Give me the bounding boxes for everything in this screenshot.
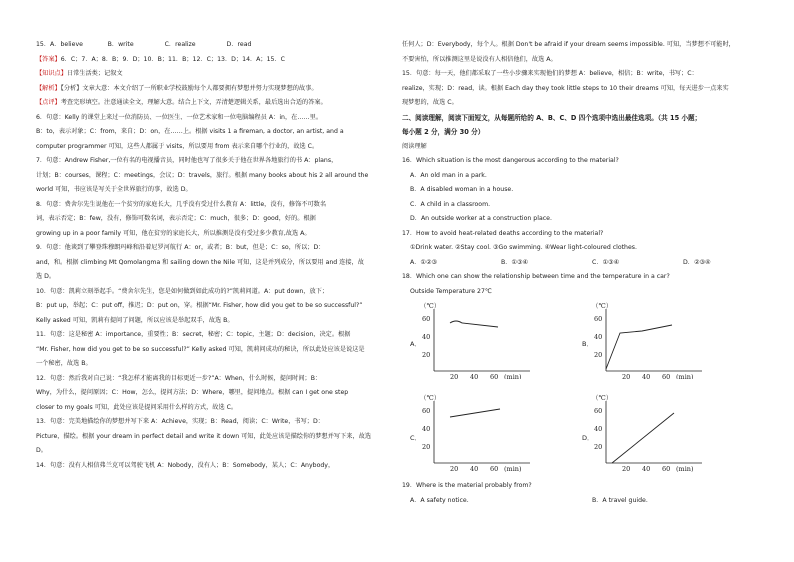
answer-explanation-line [36, 343, 408, 358]
graph-a [420, 299, 555, 386]
answer-explanation-line [36, 67, 408, 82]
line-text: 不要害怕，所以推测这里是说没有人相信他们，故选 A。 [402, 55, 557, 63]
q19-options [402, 494, 774, 509]
answer-explanation-line [402, 38, 774, 53]
line-text: 14．句意：没有人相信弗兰克可以驾驶飞机 A：Nobody，没有人；B：Somebody，某人；C：Anybody， [36, 461, 335, 469]
graph-d-unit: （℃） [592, 394, 613, 402]
graph-b-unit: （℃） [592, 302, 613, 310]
section-heading: 二、阅读理解，阅读下面短文，从每题所给的 A、B、C、D 四个选项中选出最佳选项。（共 15 小题； [402, 113, 702, 122]
answer-explanation-line [36, 227, 408, 242]
outside-temperature-label: Outside Temperature 27℃ [410, 287, 492, 295]
answer-explanation-line [36, 386, 408, 401]
line-text: 6．C；7．A；8．B；9．D；10．B；11．B；12．C；13．D；14．A；15．C [60, 55, 285, 63]
line-text: 13．句意：完美地描绘你的梦想并写下来 A：Achieve，实现；B：Read，阅读；C：Write，书写；D： [36, 418, 324, 425]
q17-option-d: D．②③④ [683, 258, 711, 266]
line-text: 一个秘密，故选 B。 [36, 360, 92, 367]
graph-c-x40: 40 [470, 465, 479, 473]
answer-explanation-line [36, 183, 408, 198]
q16-option-a: A．An old man in a park. [410, 171, 487, 179]
graph-d-y20: 20 [594, 443, 603, 451]
graph-c-x60: 60 [490, 465, 499, 473]
answer-explanation-line [36, 241, 408, 256]
graph-d-label: D． [582, 434, 594, 442]
graph-b-x20: 20 [622, 373, 631, 379]
graph-b-y60: 60 [594, 315, 603, 323]
answer-explanation-line [36, 82, 408, 97]
q17-option-c: C．①③④ [592, 258, 620, 266]
graph-a-y40: 40 [422, 333, 431, 341]
answer-explanation-line [402, 96, 774, 111]
graph-b-y20: 20 [594, 351, 603, 359]
answer-explanation-line [36, 328, 408, 343]
answer-explanation-line [36, 111, 408, 126]
line-text: Picture，描绘。根据 your dream in perfect detail and write it down 可知，此处应该是描绘你的梦想并写下来，故选 [36, 432, 372, 440]
question-16-stem: 16．Which situation is the most dangerous according to the material? [402, 157, 619, 164]
line-text: Why，为什么，提问原因；C：How，怎么，提问方法；D：Where，哪里，提问地点。根据 can I get one step [36, 389, 349, 396]
answer-explanation-line [402, 82, 774, 97]
answer-explanation-line [36, 285, 408, 300]
graph-c-x20: 20 [450, 465, 459, 473]
section-heading-line2: 每小题 2 分，满分 30 分） [402, 128, 485, 136]
q19-option-a: A．A safety notice. [410, 496, 469, 504]
line-text: closer to my goals 可知，此处应该是提问采用什么样的方式，故选 C。 [36, 403, 238, 411]
q17-items: ①Drink water. ②Stay cool. ③Go swimming. ④Wear light-coloured clothes. [410, 244, 637, 251]
answer-explanation-line [36, 125, 408, 140]
q17-options [402, 256, 774, 271]
line-text: B：to，表示对象；C：from，来自；D：on，在……上。根据 visits 1 a fireman, a doctor, an artist, and a [36, 128, 344, 135]
graph-a-y60: 60 [422, 315, 431, 323]
answer-explanation-line [36, 38, 408, 53]
answer-explanation-line [36, 357, 408, 372]
graph-c-unit: （℃） [420, 394, 441, 402]
line-text: realize，实现；D：read，读。根据 Each day they took little steps to 10 their dreams 可知，每天进步一点来实 [402, 84, 729, 92]
graph-a-x60: 60 [490, 373, 499, 379]
q17-option-a: A．①②③ [410, 258, 438, 266]
graph-b-xunit: (min) [676, 373, 694, 379]
graph-a-x20: 20 [450, 373, 459, 379]
answer-explanation-line [36, 430, 408, 445]
line-text: 【分析】文章大意：本文介绍了一所职业学校鼓励每个人都要拥有梦想并努力实现梦想的故事。 [60, 84, 318, 92]
graph-b [592, 299, 727, 386]
graph-a-curve [450, 321, 498, 327]
answer-explanation-line [36, 96, 408, 111]
line-text: B：put up，举起；C：put off，推迟；D：put on，穿。根据“Mr. Fisher, how did you get to be so successful?” [36, 302, 363, 309]
line-text: 10．句意：凯莉立刻举起手。“费舍尔先生，您是如何做到如此成功的?”凯莉问道。A：put down，放下； [36, 287, 329, 295]
line-text: 15．A．believe B．write C．realize D．read [36, 41, 252, 48]
answer-explanation-line [36, 401, 408, 416]
line-text: 日常生活类；记叙文 [66, 70, 123, 77]
answer-explanation-line [36, 169, 408, 184]
answer-explanation-line [36, 459, 408, 474]
answer-explanation-line [36, 212, 408, 227]
graph-b-x60: 60 [662, 373, 671, 379]
graph-d-curve [612, 413, 674, 463]
answer-explanations-continued [402, 38, 774, 111]
answer-explanation-line [402, 67, 774, 82]
right-column [402, 38, 774, 508]
graph-c-y60: 60 [422, 407, 431, 415]
graph-a-xunit: (min) [504, 373, 522, 379]
line-text: 9．句意：他谈到了攀登珠穆朗玛峰和沿着尼罗河航行 A：or，或者；B：but，但是；C：so，所以；D： [36, 244, 325, 251]
q19-option-b: B．A travel guide. [592, 496, 648, 504]
answer-explanation-line [36, 299, 408, 314]
section-tag: 【点评】 [36, 99, 61, 106]
line-text: “Mr. Fisher, how did you get to be so successful?” Kelly asked 可知，凯莉问成功的秘诀，所以此处应该是说这是 [36, 345, 365, 353]
graph-d-y60: 60 [594, 407, 603, 415]
answer-explanation-line [36, 270, 408, 285]
line-text: 现梦想的，故选 C。 [402, 99, 458, 106]
line-text: 计划；B：courses，课程；C：meetings，会议；D：travels，旅行。根据 many books about his 2 all around the [36, 171, 369, 179]
graph-a-label: A． [410, 340, 421, 348]
answer-explanation-line [36, 415, 408, 430]
answer-explanation-line [36, 256, 408, 271]
answer-explanation-line [36, 444, 408, 459]
question-19-stem: 19．Where is the material probably from? [402, 482, 532, 489]
line-text: world 可知，书应该是写关于全世界旅行的事，故选 D。 [36, 186, 192, 193]
answer-explanation-line [36, 53, 408, 68]
section-tag: 【答案】 [36, 55, 61, 63]
answer-explanation-line [36, 154, 408, 169]
line-text: 选 D。 [36, 273, 56, 280]
q16-option-b: B．A disabled woman in a house. [410, 186, 514, 193]
graph-b-y40: 40 [594, 333, 603, 341]
question-18-stem: 18．Which one can show the relationship between time and the temperature in a car? [402, 273, 670, 280]
q18-graph-options [402, 299, 774, 479]
graph-d-xunit: (min) [676, 465, 694, 473]
line-text: 6．句意：Kelly 的课堂上来过一位消防员、一位医生、一位艺术家和一位电脑编程员 A：in，在……里。 [36, 113, 323, 121]
answer-explanation-line [36, 198, 408, 213]
line-text: computer programmer 可知，这些人都属于 visits，所以要用 from 表示来自哪个行业的，故选 C。 [36, 142, 319, 150]
graph-d-x60: 60 [662, 465, 671, 473]
left-column [36, 38, 408, 473]
graph-a-x40: 40 [470, 373, 479, 379]
line-text: 8．句意：费舍尔先生说他在一个贫穷的家庭长大，几乎没有受过什么教育 A：little，没有，修饰不可数名 [36, 200, 327, 208]
graph-c [420, 391, 555, 480]
graph-c-xunit: (min) [504, 465, 522, 473]
graph-b-curve [606, 325, 672, 369]
line-text: 考查完形填空。注意通读全文，理解大意。结合上下文，弄清楚逻辑关系，最后选出合适的答案。 [60, 99, 327, 106]
line-text: 15．句意：每一天，他们都采取了一些小步骤来实现他们的梦想 A：believe，相信；B：write，书写；C： [402, 70, 698, 77]
graph-d-y40: 40 [594, 425, 603, 433]
graph-c-y40: 40 [422, 425, 431, 433]
line-text: 词，表示否定；B：few，没有，修饰可数名词，表示否定；C：much，很多；D：good，好的。根据 [36, 215, 316, 222]
graph-c-curve [450, 409, 500, 417]
graph-b-x40: 40 [642, 373, 651, 379]
graph-a-y20: 20 [422, 351, 431, 359]
line-text: 任何人；D：Everybody，每个人。根据 Don't be afraid if your dream seems impossible. 可知，当梦想不可能时， [402, 41, 735, 48]
section-subheading: 阅读理解 [402, 142, 427, 150]
line-text: 11．句意：这是秘密 A：importance，重要性；B：secret，秘密；C：topic，主题；D：decision，决定。根据 [36, 331, 351, 338]
answer-explanation-line [36, 140, 408, 155]
graph-a-unit: （℃） [420, 302, 441, 310]
graph-c-y20: 20 [422, 443, 431, 451]
answer-explanation-line [36, 314, 408, 329]
q17-option-b: B．①③④ [501, 258, 529, 266]
line-text: Kelly asked 可知，凯莉有提问了问题，所以应该是举起双手，故选 B。 [36, 316, 234, 324]
q16-option-d: D．An outside worker at a construction place. [410, 215, 552, 222]
answer-explanation-line [36, 372, 408, 387]
graph-b-label: B． [582, 340, 593, 348]
line-text: and，和。根据 climbing Mt Qomolangma 和 sailing down the Nile 可知，这是并列成分，所以要用 and 连接，故 [36, 258, 364, 266]
graph-d-x40: 40 [642, 465, 651, 473]
section-tag: 【知识点】 [36, 70, 67, 77]
graph-d-x20: 20 [622, 465, 631, 473]
graph-c-label: C． [410, 434, 422, 442]
question-17-stem: 17．How to avoid heat-related deaths according to the material? [402, 229, 604, 237]
section-tag: 【解析】 [36, 84, 61, 92]
line-text: 12．句意：然后我对自己说：“我怎样才能离我的目标更近一步?”A：When，什么时候，提问时间；B： [36, 374, 322, 382]
line-text: 7．句意：Andrew Fisher,一位有名的电视播音员，同时他也写了很多关于他在世界各地旅行的书 A：plans， [36, 157, 338, 164]
graph-d [592, 391, 727, 480]
q16-option-c: C．A child in a classroom. [410, 200, 491, 208]
line-text: D。 [36, 447, 47, 454]
answer-explanation-line [402, 53, 774, 68]
line-text: growing up in a poor family 可知，他在贫穷的家庭长大，所以推测是没有受过多少教育,故选 A。 [36, 229, 311, 237]
